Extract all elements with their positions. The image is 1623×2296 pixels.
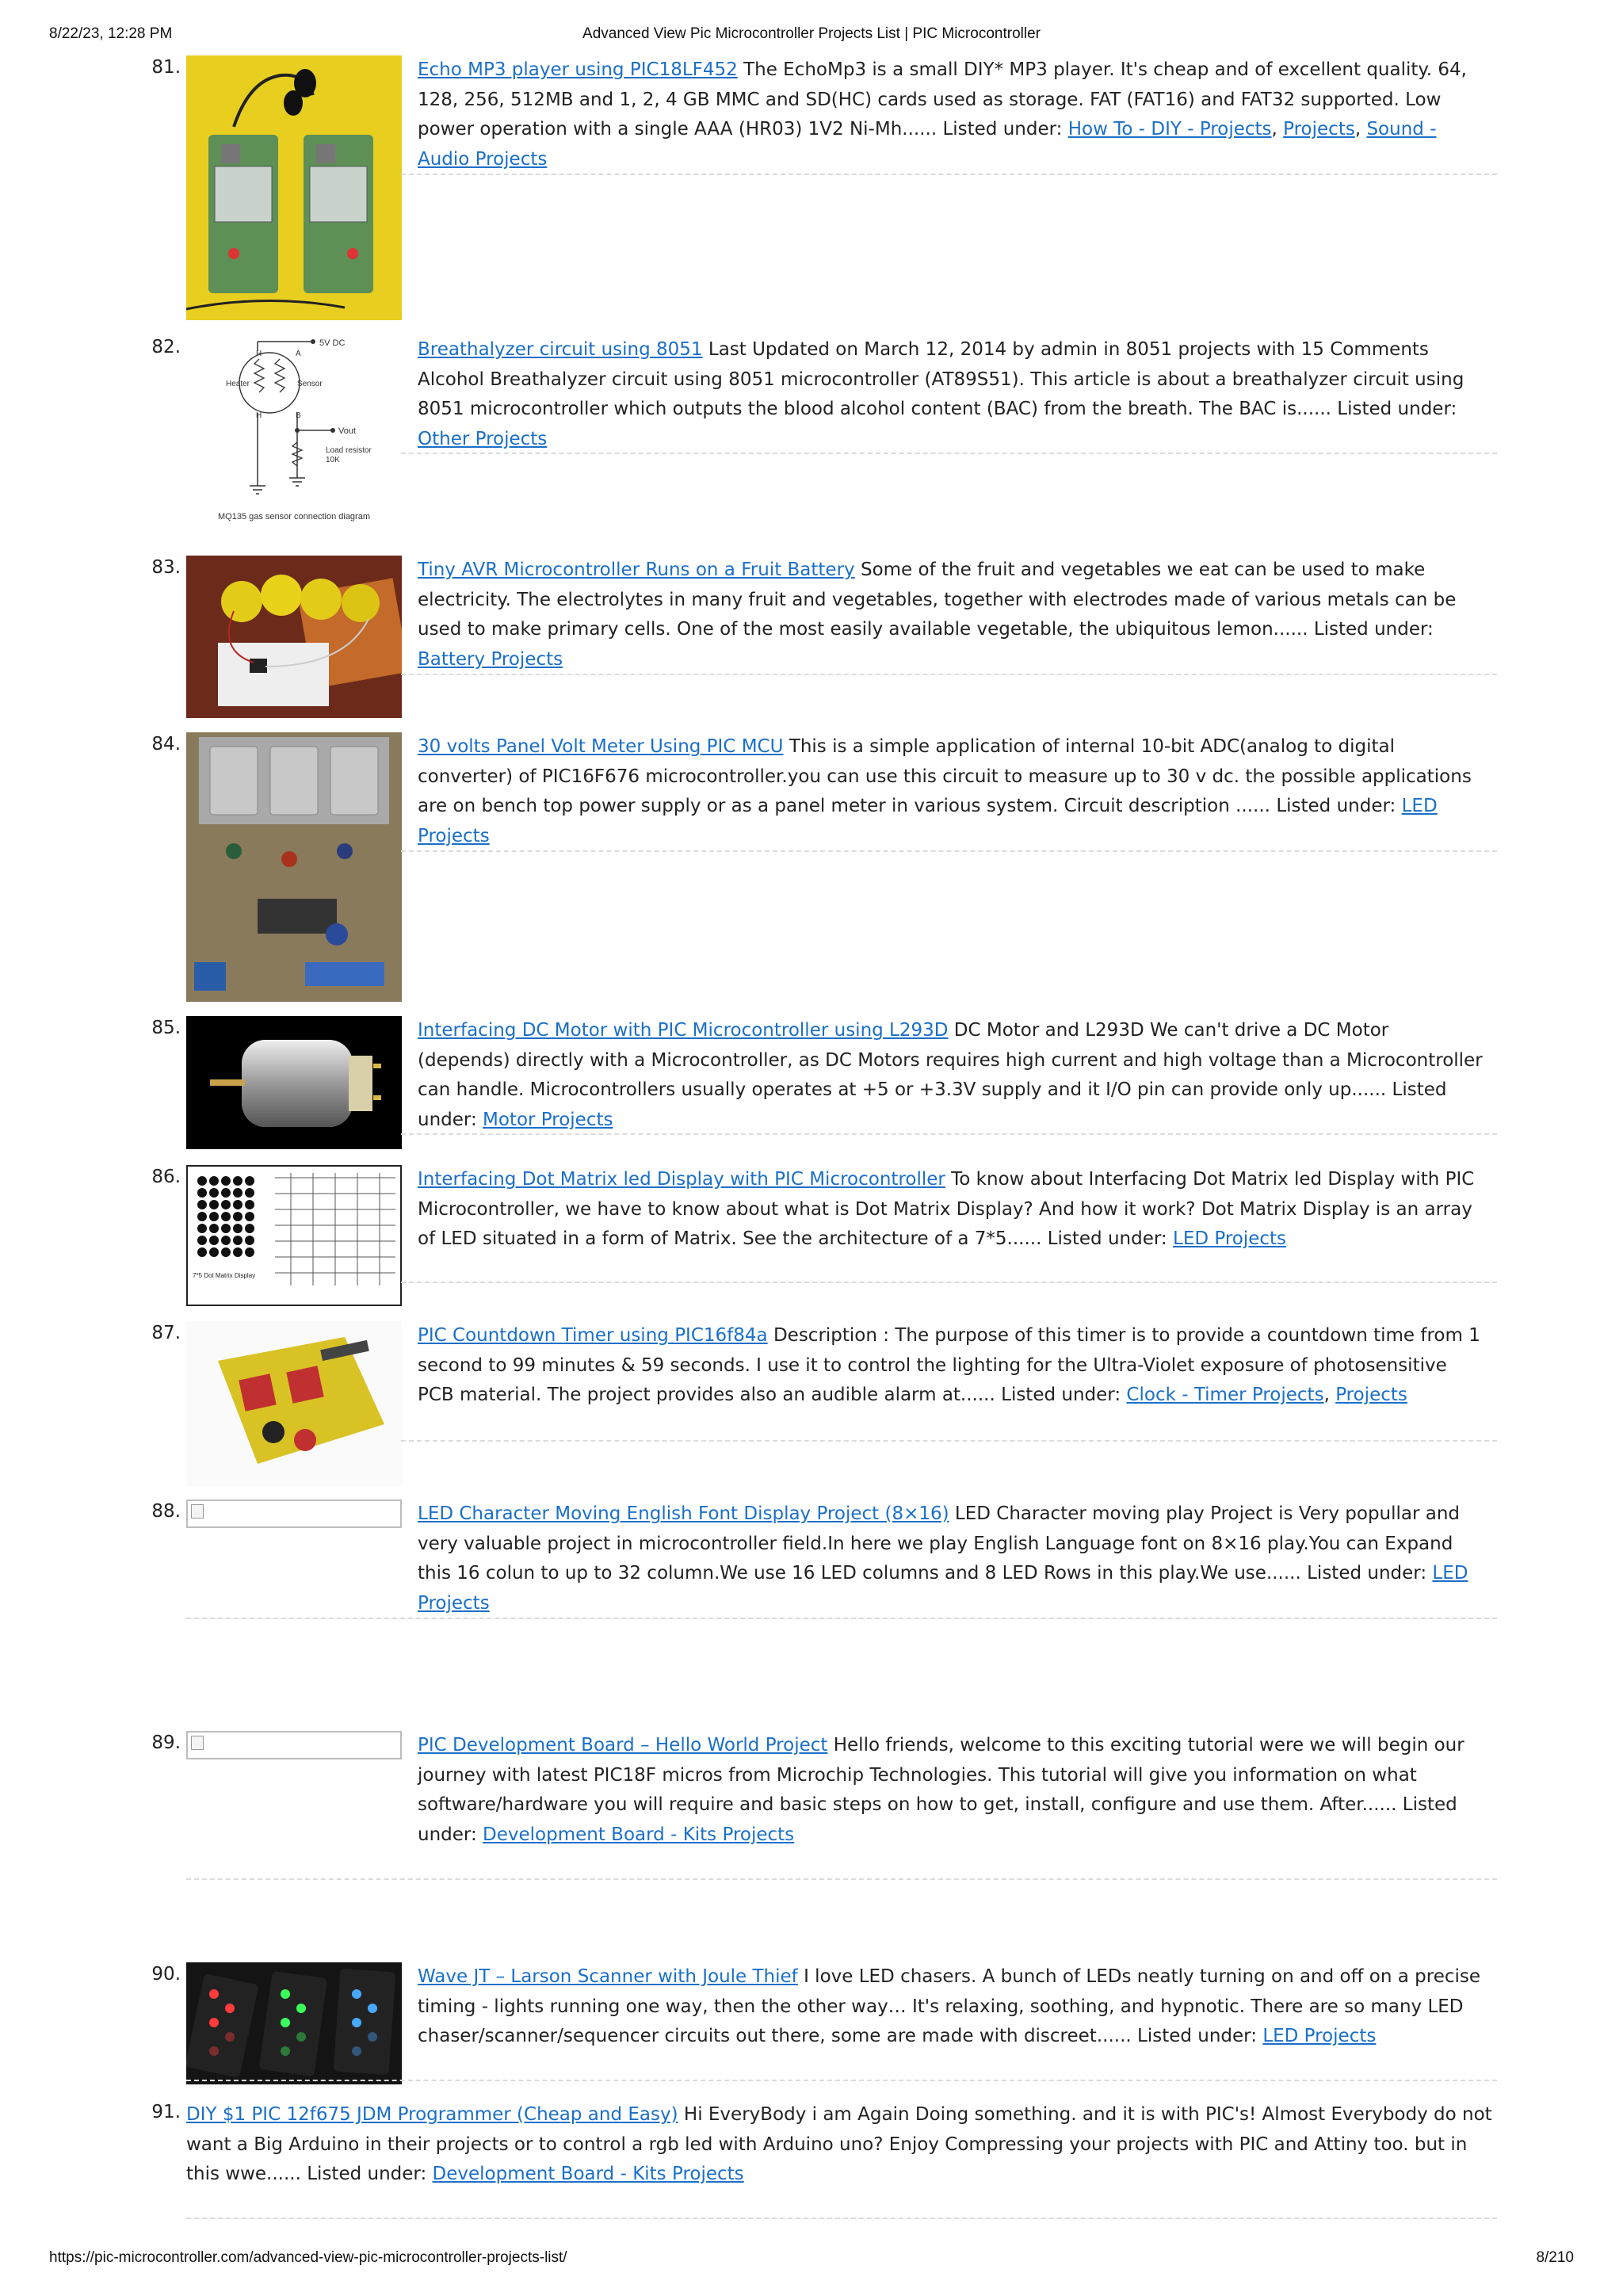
led-glow: [368, 2004, 377, 2013]
matrix-dot: [233, 1224, 242, 1233]
listed-under-label: Listed under:: [942, 119, 1063, 139]
led-glow: [352, 1989, 361, 1999]
listed-under-label: Listed under:: [1047, 1228, 1167, 1249]
category-link[interactable]: LED Projects: [418, 1563, 1468, 1614]
item-number: 83.: [151, 557, 181, 578]
item-summary: Hello friends, welcome to this exciting tutorial were we will begin our journey with latest PIC18F micros from Microchip Technologies. This tutorial will give you information on what software/hardware you will require and basic steps on how to get, install, configure and use them. After......: [418, 1735, 1465, 1815]
divider: [401, 453, 1497, 454]
broken-image[interactable]: [186, 1499, 402, 1528]
item-title-link[interactable]: Breathalyzer circuit using 8051: [418, 339, 703, 360]
matrix-dot: [221, 1188, 231, 1198]
divider: [401, 1282, 1497, 1283]
mp3-player-image[interactable]: [186, 55, 402, 320]
listed-under-label: Listed under:: [307, 2164, 427, 2184]
item-summary: Some of the fruit and vegetables we eat can be used to make electricity. The electrolytes in many fruit and vegetables, together with electrodes made of various metals can be used to make primary cells. One of the most easily available vegetable, the ubiquitous lemon......: [418, 560, 1457, 640]
matrix-dot: [245, 1224, 254, 1233]
matrix-dot: [209, 1200, 219, 1209]
item-summary: LED Character moving play Project is Very popullar and very valuable project in microcontroller field.In here we play English Language font on 8×16 play.You can Expand this 16 colun to up to 32 column.We use 16 LED columns and 8 LED Rows in this play.We use......: [418, 1503, 1461, 1584]
listed-under-label: Listed under:: [1276, 796, 1396, 816]
item-title-link[interactable]: LED Character Moving English Font Display Project (8×16): [418, 1503, 949, 1524]
led-glow: [209, 2046, 219, 2056]
item-number: 85.: [151, 1018, 181, 1038]
diagram-caption: MQ135 gas sensor connection diagram: [218, 512, 370, 521]
category-link[interactable]: Clock - Timer Projects: [1126, 1385, 1324, 1405]
matrix-dot: [233, 1200, 242, 1209]
heater-label: Heater: [226, 380, 250, 388]
item-summary: The EchoMp3 is a small DIY* MP3 player. It's cheap and of excellent quality. 64, 128, 256, 512MB and 1, 2, 4 GB MMC and SD(HC) cards used as storage. FAT (FAT16) and FAT32 supported. Low power operation with a single AAA (HR03) 1V2 Ni-Mh......: [418, 59, 1467, 139]
matrix-dot: [221, 1176, 231, 1186]
category-link[interactable]: Projects: [1335, 1385, 1407, 1405]
led-glow: [281, 1989, 290, 1999]
pin-h-label: H: [256, 350, 262, 358]
listed-under-label: Listed under:: [1307, 1563, 1427, 1584]
print-header: [49, 25, 1574, 49]
item-summary: Last Updated on March 12, 2014 by admin in 8051 projects with 15 Comments Alcohol Breathalyzer circuit using 8051 microcontroller (AT89S51). This article is about a breathalyzer circuit using 8051 microcontroller which outputs the blood alcohol content (BAC) from the breath. The BAC is......: [418, 339, 1465, 419]
led-glow: [296, 2004, 306, 2013]
dc-motor-image[interactable]: [186, 1016, 402, 1149]
category-link[interactable]: Battery Projects: [418, 648, 563, 670]
listed-under-label: Listed under:: [1337, 399, 1457, 419]
item-number: 89.: [151, 1733, 181, 1753]
category-link[interactable]: LED Projects: [418, 796, 1438, 846]
load-resistor-label: Load resistor: [326, 446, 372, 455]
matrix-dot: [197, 1247, 207, 1257]
matrix-dot: [197, 1176, 207, 1186]
category-link[interactable]: LED Projects: [1262, 2026, 1377, 2046]
led-glow: [281, 2046, 290, 2056]
led-glow: [281, 2018, 290, 2027]
listed-under-label: Listed under:: [1137, 2026, 1257, 2046]
divider: [186, 2080, 1497, 2081]
led-glow: [352, 2018, 361, 2027]
print-datetime: 8/22/23, 12:28 PM: [49, 25, 173, 42]
item-number: 82.: [151, 337, 181, 357]
matrix-dot: [233, 1236, 242, 1245]
led-glow: [209, 2018, 219, 2027]
led-glow: [225, 2032, 235, 2042]
led-glow: [296, 2032, 306, 2042]
item-title-link[interactable]: 30 volts Panel Volt Meter Using PIC MCU: [418, 736, 784, 757]
print-url: https://pic-microcontroller.com/advanced-view-pic-microcontroller-projects-list/: [49, 2249, 567, 2266]
item-title-link[interactable]: Tiny AVR Microcontroller Runs on a Fruit Battery: [418, 560, 855, 580]
sensor-label: Sensor: [297, 380, 323, 388]
broken-image[interactable]: [186, 1731, 402, 1759]
matrix-dot: [245, 1188, 254, 1198]
item-summary: I love LED chasers. A bunch of LEDs neatly turning on and off on a precise timing - lights running one way, then the other way… It's relaxing, soothing, and hypnotic. There are so many LED chaser/scanner/sequencer circuits out there, some are made with discreet......: [418, 1966, 1481, 2046]
divider: [186, 1878, 1497, 1880]
item-description: [186, 2100, 1497, 2190]
pin-a-label: A: [296, 350, 301, 358]
matrix-dot: [209, 1247, 219, 1257]
led-glow: [368, 2032, 377, 2042]
item-title-link[interactable]: Interfacing Dot Matrix led Display with PIC Microcontroller: [418, 1169, 945, 1190]
item-summary: Hi EveryBody i am Again Doing something. and it is with PIC's! Almost Everybody do not want a Big Arduino in their projects or to control a rgb led with Arduino uno? Enjoy Compressing your projects with PIC and Attiny too. but in this wwe......: [186, 2104, 1492, 2184]
led-glow: [352, 2046, 361, 2056]
divider: [401, 1440, 1497, 1442]
divider: [186, 2218, 1497, 2219]
item-description: PIC Countdown Timer using PIC16f84a Description : The purpose of this timer is to provide a countdown time from 1 second to 99 minutes & 59 seconds. I use it to control the lighting for the Ultra-Violet exposure of photosensitive PCB material. The project provides also an audible alarm at...... Listed under: Clock - Timer Projects, Projects: [418, 1325, 1480, 1405]
item-description: [418, 732, 1484, 851]
item-description: [418, 1962, 1484, 2052]
matrix-dot: [245, 1200, 254, 1209]
fruit-battery-image[interactable]: [186, 556, 402, 718]
matrix-dot: [245, 1176, 254, 1186]
matrix-dot: [197, 1200, 207, 1209]
matrix-dot: [197, 1188, 207, 1198]
print-page-title: Advanced View Pic Microcontroller Projects List | PIC Microcontroller: [582, 25, 1041, 42]
item-number: 84.: [151, 734, 181, 755]
category-link[interactable]: Development Board - Kits Projects: [432, 2164, 744, 2184]
print-page-number: 8/210: [1536, 2249, 1574, 2266]
item-title-link[interactable]: Wave JT – Larson Scanner with Joule Thief: [418, 1966, 798, 1987]
item-description: [418, 556, 1484, 674]
broken-image-icon: [191, 1504, 204, 1519]
matrix-dot: [233, 1247, 242, 1257]
pin-h2-label: H: [256, 411, 262, 420]
item-title-link[interactable]: PIC Countdown Timer using PIC16f84a: [418, 1325, 768, 1346]
matrix-dot: [197, 1212, 207, 1221]
print-footer: [49, 2249, 1574, 2273]
vout-label: Vout: [338, 426, 357, 436]
larson-scanner-image[interactable]: [186, 1962, 402, 2084]
volt-meter-image[interactable]: [186, 732, 402, 1002]
item-description: Echo MP3 player using PIC18LF452 The EchoMp3 is a small DIY* MP3 player. It's cheap and of excellent quality. 64, 128, 256, 512MB and 1, 2, 4 GB MMC and SD(HC) cards used as storage. FAT (FAT16) and FAT32 supported. Low power operation with a single AAA (HR03) 1V2 Ni-Mh...... Listed under: How To - DIY - Projects, Projects, Sound - Audio Projects: [418, 59, 1467, 170]
item-description: [418, 1499, 1484, 1618]
pin-b-label: B: [296, 411, 301, 420]
matrix-dot: [209, 1212, 219, 1221]
item-number: 86.: [151, 1167, 181, 1187]
matrix-dot: [221, 1212, 231, 1221]
item-description: [418, 1731, 1484, 1850]
item-summary: Description : The purpose of this timer is to provide a countdown time from 1 second to 99 minutes & 59 seconds. I use it to control the lighting for the Ultra-Violet exposure of photosensitive PCB material. The project provides also an audible alarm at......: [418, 1325, 1480, 1405]
divider: [401, 850, 1497, 852]
item-title-link[interactable]: PIC Development Board – Hello World Project: [418, 1735, 828, 1755]
category-link[interactable]: LED Projects: [1173, 1228, 1287, 1249]
item-summary: This is a simple application of internal 10-bit ADC(analog to digital converter) of PIC16F676 microcontroller.you can use this circuit to measure up to 30 v dc. the possible applications are on bench top power supply or as a panel meter in various system. Circuit description ......: [418, 736, 1472, 816]
listed-under-label: Listed under:: [1313, 619, 1434, 640]
matrix-dot: [221, 1247, 231, 1257]
countdown-timer-image[interactable]: [186, 1321, 402, 1486]
listed-under-label: Listed under:: [1001, 1385, 1121, 1405]
listed-under-label: Listed under:: [418, 1079, 1447, 1130]
item-summary: DC Motor and L293D We can't drive a DC Motor (depends) directly with a Microcontroller, as DC Motors requires high current and high voltage than a Microcontroller can handle. Microcontrollers usually operates at +5 or +3.3V supply and it I/O pin can provide only up......: [418, 1020, 1483, 1100]
matrix-dot: [233, 1176, 242, 1186]
matrix-dot: [209, 1224, 219, 1233]
broken-image-icon: [191, 1736, 204, 1750]
divider: [401, 674, 1497, 675]
category-link[interactable]: Sound - Audio Projects: [418, 119, 1437, 170]
item-number: 90.: [151, 1964, 181, 1985]
listed-under-label: Listed under:: [418, 1794, 1457, 1845]
matrix-dot: [233, 1188, 242, 1198]
category-link[interactable]: How To - DIY - Projects: [1067, 119, 1272, 139]
divider: [401, 174, 1497, 175]
divider: [401, 1133, 1497, 1135]
category-link[interactable]: Projects: [1283, 119, 1355, 139]
item-description: [418, 1016, 1484, 1135]
item-description: [418, 1165, 1484, 1255]
matrix-dot: [209, 1188, 219, 1198]
category-link[interactable]: Motor Projects: [483, 1109, 613, 1130]
diagram-supply-label: 5V DC: [319, 338, 346, 348]
matrix-dot: [197, 1224, 207, 1233]
divider: [186, 1618, 1497, 1619]
led-glow: [209, 1989, 219, 1999]
item-number: 87.: [151, 1323, 181, 1343]
item-summary: To know about Interfacing Dot Matrix led Display with PIC Microcontroller, we have to know about what is Dot Matrix Display? And how it work? Dot Matrix Display is an array of LED situated in a form of Matrix. See the architecture of a 7*5......: [418, 1169, 1475, 1249]
matrix-dot: [221, 1200, 231, 1209]
matrix-dot: [209, 1176, 219, 1186]
item-description: [418, 335, 1484, 454]
item-number: 81.: [151, 57, 181, 78]
matrix-dot: [245, 1247, 254, 1257]
mq135-diagram-image[interactable]: [186, 335, 402, 529]
matrix-dot: [233, 1212, 242, 1221]
matrix-dot: [221, 1224, 231, 1233]
matrix-dot: [245, 1212, 254, 1221]
matrix-dot: [209, 1236, 219, 1245]
item-title-link[interactable]: DIY $1 PIC 12f675 JDM Programmer (Cheap and Easy): [186, 2104, 678, 2125]
category-link[interactable]: Other Projects: [418, 428, 548, 449]
item-title-link[interactable]: Echo MP3 player using PIC18LF452: [418, 59, 738, 80]
matrix-dot: [245, 1236, 254, 1245]
matrix-dot: [221, 1236, 231, 1245]
item-title-link[interactable]: Interfacing DC Motor with PIC Microcontroller using L293D: [418, 1020, 949, 1041]
dot-matrix-image[interactable]: [186, 1165, 402, 1306]
item-number: 88.: [151, 1501, 181, 1522]
item-number: 91.: [151, 2102, 181, 2122]
matrix-dot: [197, 1236, 207, 1245]
load-value-label: 10K: [326, 456, 340, 464]
dot-matrix-caption: 7*5 Dot Matrix Display: [193, 1272, 256, 1279]
led-glow: [225, 2004, 235, 2013]
category-link[interactable]: Development Board - Kits Projects: [483, 1824, 795, 1845]
